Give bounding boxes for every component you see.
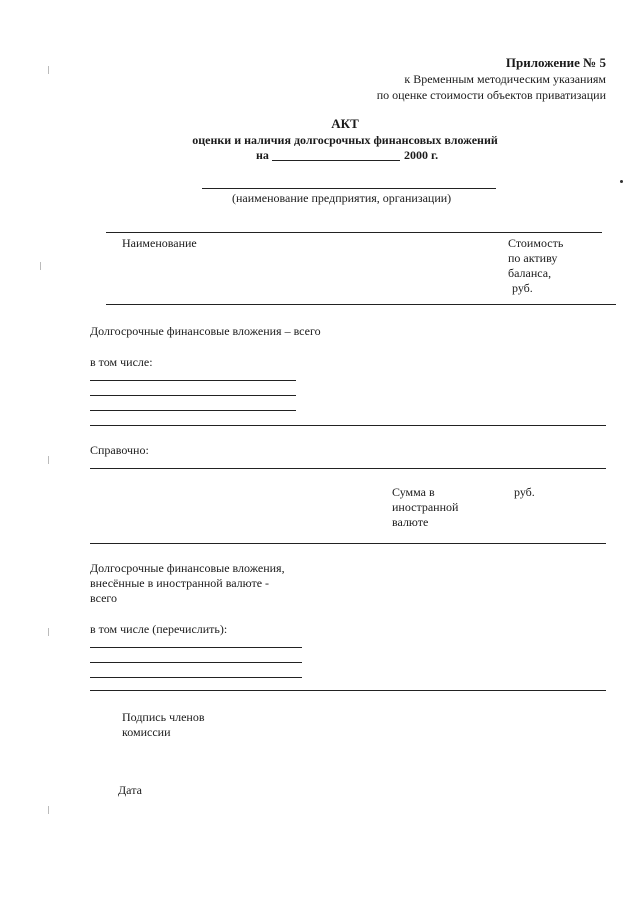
appendix-label: Приложение № 5 <box>505 55 606 70</box>
organization-field-line[interactable] <box>202 188 496 189</box>
blank-entry-line[interactable] <box>90 647 302 648</box>
scan-mark <box>48 628 53 636</box>
section-rule <box>90 690 606 691</box>
organization-caption: (наименование предприятия, организации) <box>232 191 452 205</box>
column-header-cost-2: по активу <box>508 251 558 265</box>
column-header-cost-1: Стоимость <box>508 236 564 250</box>
scan-mark <box>48 456 53 464</box>
blank-entry-line[interactable] <box>90 380 296 381</box>
blank-entry-line[interactable] <box>90 662 302 663</box>
act-title: АКТ <box>331 116 359 131</box>
reference-label: Справочно: <box>90 443 149 457</box>
list-including-label: в том числе (перечислить): <box>90 622 228 636</box>
foreign-investments-line-1: Долгосрочные финансовые вложения, <box>90 561 285 575</box>
date-suffix: 2000 г. <box>404 148 439 162</box>
table-top-rule <box>106 232 602 233</box>
scan-dot <box>620 180 623 183</box>
date-prefix: на <box>256 148 269 162</box>
scan-mark <box>48 806 53 814</box>
scan-mark <box>48 66 53 74</box>
reference-rule <box>90 468 606 469</box>
column-header-cost-3: баланса, <box>508 266 552 280</box>
act-subtitle: оценки и наличия долгосрочных финансовых вложений <box>192 133 498 147</box>
column-header-cost-4: руб. <box>512 281 533 295</box>
including-label: в том числе: <box>90 355 153 369</box>
blank-entry-line[interactable] <box>90 677 302 678</box>
date-label: Дата <box>118 783 142 797</box>
section-rule <box>90 543 606 544</box>
appendix-line-1: к Временным методическим указаниям <box>404 72 606 86</box>
appendix-line-2: по оценке стоимости объектов приватизации <box>376 88 606 102</box>
foreign-investments-line-2: внесённые в иностранной валюте - <box>90 576 270 590</box>
signature-label-2: комиссии <box>122 725 171 739</box>
date-field-line[interactable] <box>272 160 400 161</box>
blank-entry-line[interactable] <box>90 395 296 396</box>
foreign-sum-label-1: Сумма в <box>392 485 435 499</box>
foreign-investments-line-3: всего <box>90 591 118 605</box>
table-header-rule <box>106 304 616 305</box>
scan-mark <box>40 262 45 270</box>
total-investments-label: Долгосрочные финансовые вложения – всего <box>90 324 321 338</box>
foreign-sum-unit: руб. <box>514 485 535 499</box>
blank-entry-line[interactable] <box>90 410 296 411</box>
foreign-sum-label-2: иностранной <box>392 500 459 514</box>
column-header-name: Наименование <box>122 236 197 250</box>
section-rule <box>90 425 606 426</box>
signature-label-1: Подпись членов <box>122 710 205 724</box>
foreign-sum-label-3: валюте <box>392 515 429 529</box>
